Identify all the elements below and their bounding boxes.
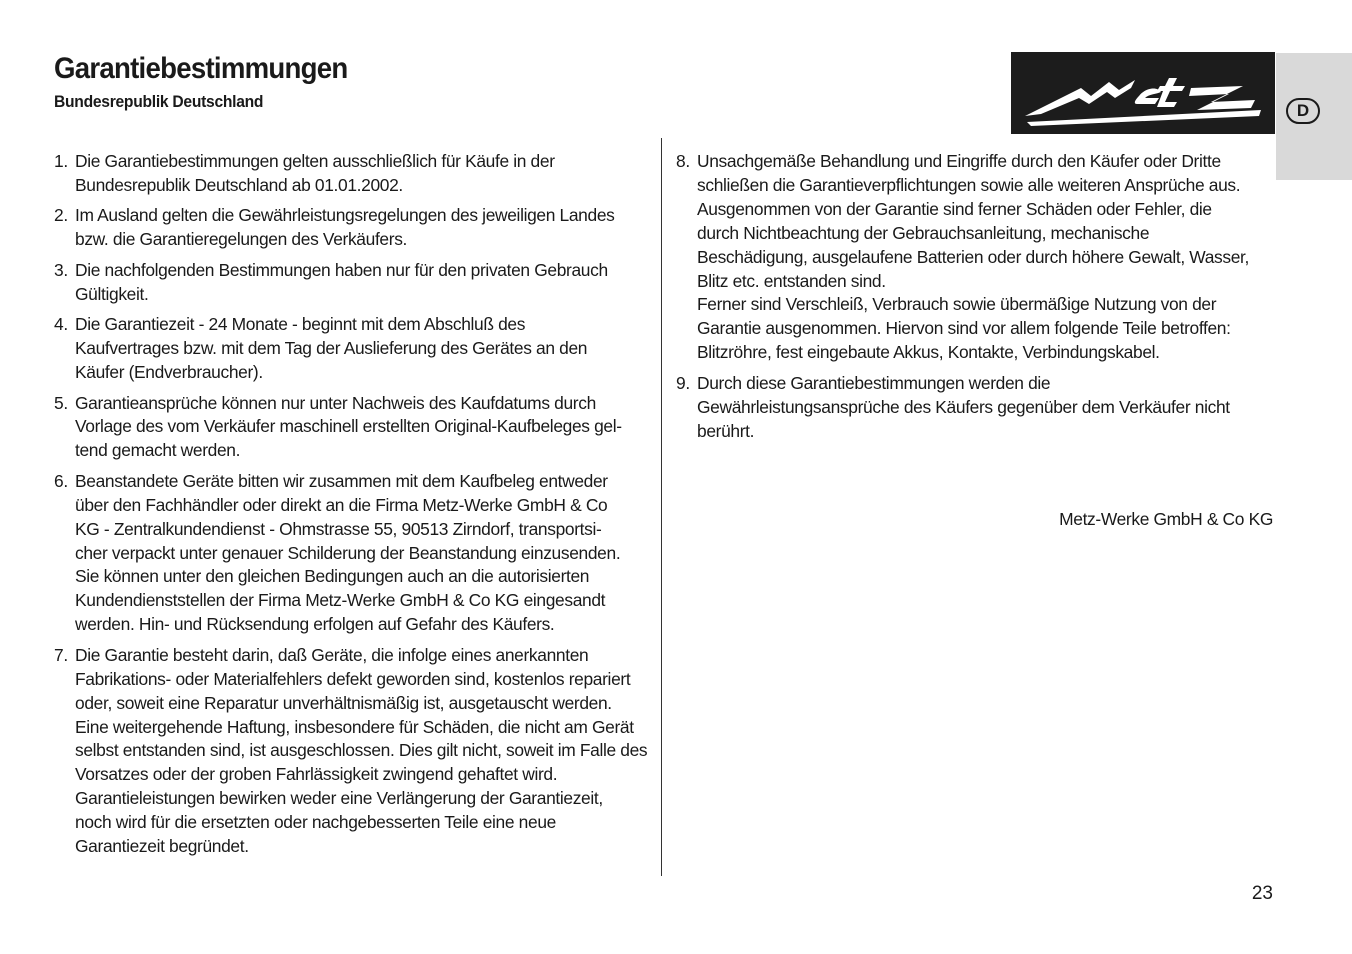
language-badge: D: [1286, 98, 1320, 124]
item-text: Im Ausland gelten die Gewährleistungsregelungen des jeweiligen Landes bzw. die Garantieregelungen des Verkäufers.: [75, 205, 615, 250]
company-signature: Metz-Werke GmbH & Co KG: [1059, 509, 1273, 529]
list-item: [676, 150, 1276, 365]
list-item: [54, 644, 654, 859]
list-item: [54, 150, 654, 198]
list-item: [54, 259, 654, 307]
list-item: [54, 392, 654, 464]
page-title: Garantiebestimmungen: [54, 52, 348, 85]
metz-logo-wordmark-icon: [1011, 52, 1275, 134]
language-tab: [1276, 53, 1352, 180]
item-text: Unsachgemäße Behandlung und Eingriffe durch den Käufer oder Dritte schließen die Garantieverpflichtungen sowie alle weiteren Ansprüche aus. Ausgenommen von der Garantie sind ferner Schäden oder Fehler, die durch Nichtbeachtung der Gebrauchsanleitung, mechanische Beschädigung, ausgelaufene Batterien oder durch höhere Gewalt, Wasser, Blitz etc. entstanden sind. Ferner sind Verschleiß, Verbrauch sowie übermäßige Nutzung von der Garantie ausgenommen. Hiervon sind vor allem folgende Teile betroffen: Blitzröhre, fest eingebaute Akkus, Kontakte, Verbindungskabel.: [697, 151, 1250, 363]
list-item: [676, 372, 1276, 444]
metz-logo: [1011, 52, 1275, 134]
page-subtitle: Bundesrepublik Deutschland: [54, 92, 264, 111]
item-number: 5.: [54, 392, 68, 413]
item-text: Die Garantiezeit - 24 Monate - beginnt mit dem Abschluß des Kaufvertrages bzw. mit dem Tag der Auslieferung des Gerätes an den Käufer (Endverbraucher).: [75, 314, 588, 383]
list-item: [54, 313, 654, 385]
item-number: 2.: [54, 205, 68, 226]
item-number: 1.: [54, 151, 68, 171]
right-column: [676, 150, 1276, 450]
item-number: 4.: [54, 314, 68, 335]
list-item: [54, 204, 654, 252]
item-number: 3.: [54, 259, 68, 280]
item-number: 7.: [54, 644, 68, 665]
column-divider: [661, 138, 662, 876]
item-number: 8.: [676, 151, 690, 171]
item-number: 6.: [54, 470, 68, 491]
item-text: Die Garantiebestimmungen gelten ausschließlich für Käufe in der Bundesrepublik Deutschland ab 01.01.2002.: [75, 151, 555, 195]
item-text: Die Garantie besteht darin, daß Geräte, die infolge eines anerkannten Fabrikations- oder Materialfehlers defekt geworden sind, kostenlos repariert oder, soweit eine Reparatur unverhältnismäßig ist, ausgetauscht werden. Eine weitergehende Haftung, insbesondere für Schäden, die nicht am Gerät selbst entstanden sind, ist ausgeschlossen. Dies gilt nicht, soweit im Falle des Vorsatzes oder der groben Fahrlässigkeit zwingend gehaftet wird. Garantieleistungen bewirken weder eine Verlängerung der Garantiezeit, noch wird für die ersetzten oder nachgebesserten Teile eine neue Garantiezeit begründet.: [75, 644, 648, 857]
left-column: [54, 150, 654, 866]
item-text: Garantieansprüche können nur unter Nachweis des Kaufdatums durch Vorlage des vom Verkäufer maschinell erstellten Original-Kaufbeleges gel- tend gemacht werden.: [75, 392, 622, 461]
item-text: Durch diese Garantiebestimmungen werden die Gewährleistungsansprüche des Käufers gegenüber dem Verkäufer nicht berührt.: [697, 372, 1230, 441]
item-text: Beanstandete Geräte bitten wir zusammen mit dem Kaufbeleg entweder über den Fachhändler oder direkt an die Firma Metz-Werke GmbH & Co KG - Zentralkundendienst - Ohmstrasse 55, 90513 Zirndorf, transportsi- cher verpackt unter genauer Schilderung der Beanstandung einzusenden. Sie können unter den gleichen Bedingungen auch an die autorisierten Kundendienststellen der Firma Metz-Werke GmbH & Co KG eingesandt werden. Hin- und Rücksendung erfolgen auf Gefahr des Käufers.: [75, 470, 621, 635]
page-number: 23: [1251, 883, 1273, 904]
item-number: 9.: [676, 372, 690, 393]
list-item: [54, 470, 654, 637]
item-text: Die nachfolgenden Bestimmungen haben nur für den privaten Gebrauch Gültigkeit.: [75, 259, 608, 304]
